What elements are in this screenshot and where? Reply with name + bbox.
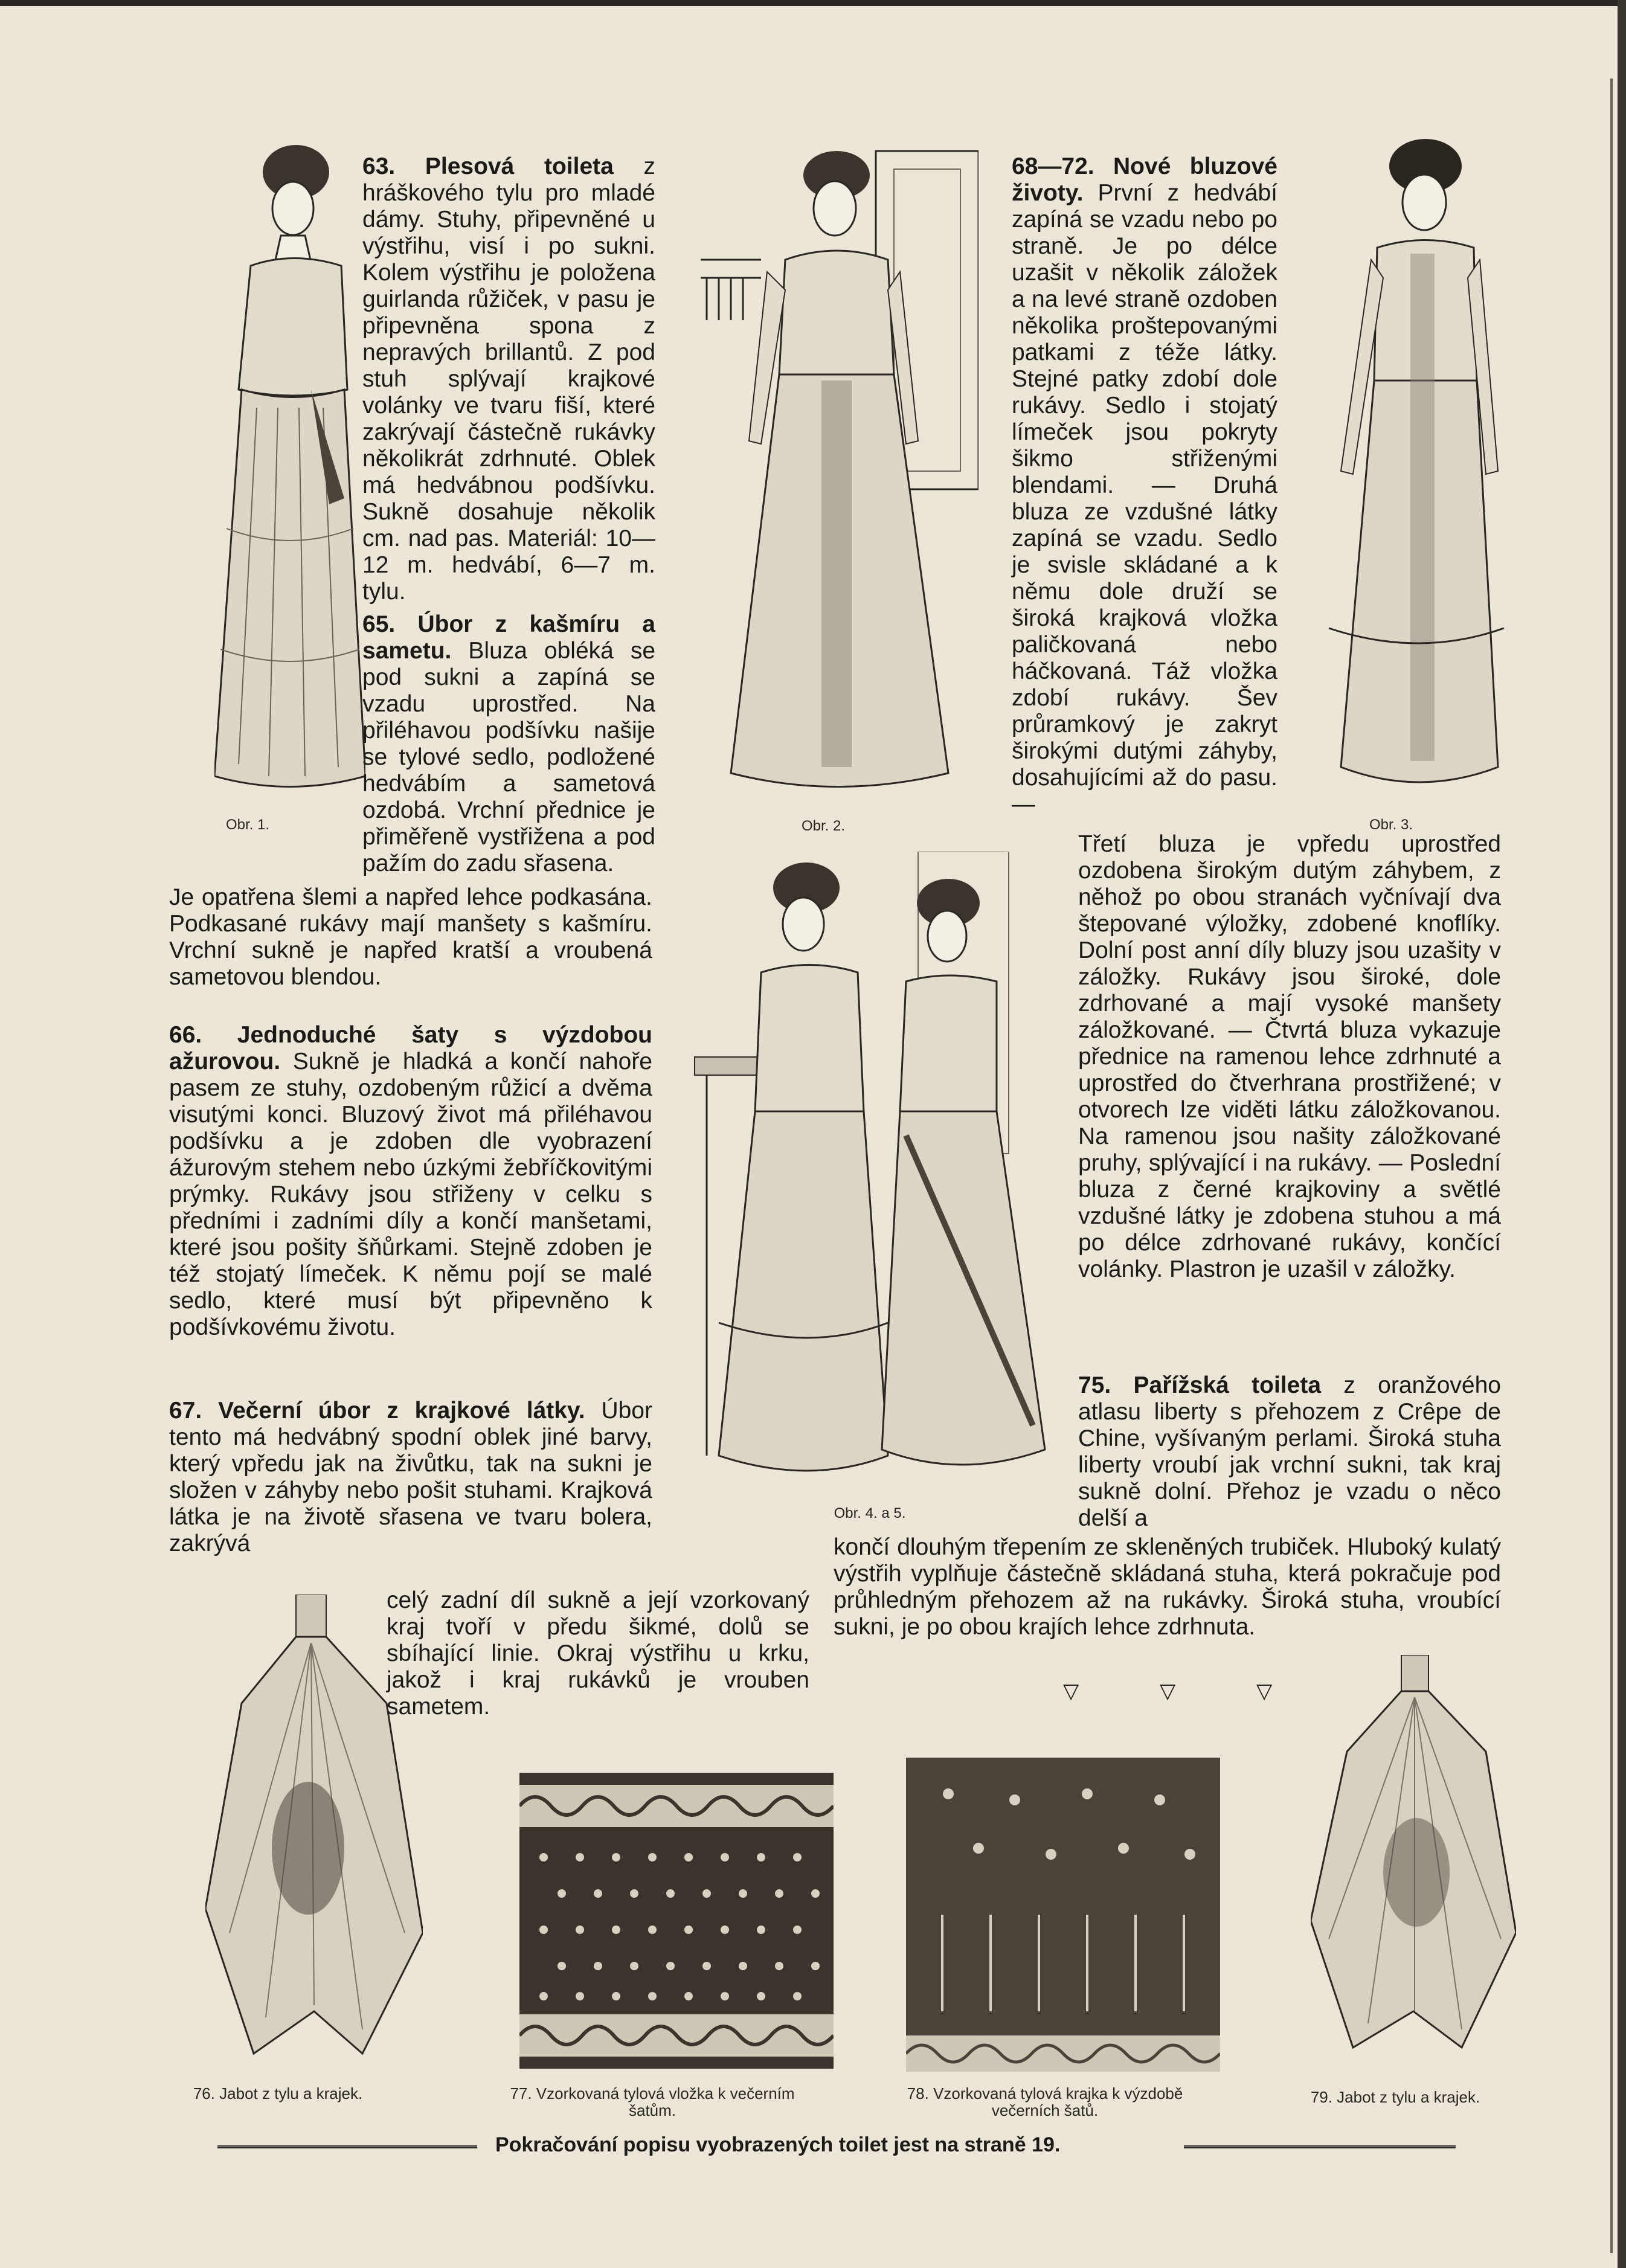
article-65-body-lower: Je opatřena šlemi a napřed lehce podkasána. Podkasané rukávy mají manšety s kašmíru. Vrchní sukně je napřed kratší a vroubená sametovou blendou. — [169, 884, 652, 990]
article-67-heading: 67. Večerní úbor z krajkové látky. — [169, 1398, 585, 1424]
article-66 — [169, 1022, 652, 1341]
article-75-body-upper: z oranžového atlasu liberty s přehozem z Crêpe de Chine, vyšívaným perlami. Široká stuha liberty vroubí jak vrchní sukni, tak kraj sukně dolní. Přehoz je vzadu o něco delší a — [1078, 1372, 1501, 1531]
figure-obr-4-5-two-gowns — [683, 852, 1057, 1486]
figure-obr-1-ball-gown — [214, 136, 365, 794]
article-75-lower — [834, 1534, 1501, 1640]
article-68-72-body: První z hedvábí zapíná se vzadu nebo po straně. Je po délce uzašit v několik záložek a na levé straně ozdoben několika proštepovanými patkami z téže látky. Stejné patky zdobí dole rukávy. Sedlo i stojatý límeček jsou pokryty šikmo střiženými blendami. — Druhá bluza ze vzdušné látky zapíná se vzadu. Sedlo je svisle skládané a k němu dole druží se široká krajková vložka paličkovaná nebo háčkovaná. Táž vložka zdobí rukávy. Šev průramkový je zakryt širokými dutými záhyby, dosahujícími až do pasu. — — [1012, 180, 1277, 817]
figure-78-tulle-lace — [906, 1758, 1220, 2072]
footer-rule-right — [1184, 2145, 1456, 2148]
article-65-upper — [362, 611, 655, 877]
article-75-heading: 75. Pařížská toileta — [1078, 1372, 1322, 1398]
page-edge-right — [1618, 0, 1626, 2268]
article-75-body-lower: končí dlouhým třepením ze skleněných trubiček. Hluboký kulatý výstřih vyplňuje částečně skládaná stuha, která pokračuje pod průhledným přehozem až na rukávky. Široká stuha, vroubící sukni, je po obou krajích lehce zdrhnuta. — [834, 1534, 1501, 1640]
article-63-heading: 63. Plesová toileta — [362, 153, 614, 179]
article-66-heading: 66. Jednoduché šaty s výzdobou ažurovou. — [169, 1022, 652, 1075]
footer-text: Pokračování popisu vyobrazených toilet jest na straně 19. — [495, 2133, 1061, 2156]
article-63-body: z hráškového tylu pro mladé dámy. Stuhy, připevněné u výstřihu, visí i po sukni. Kolem výstřihu je položena guirlanda růžiček, v pasu je připevněna spona z nepravých brillantů. Z pod stuh splývají krajkové volánky ve tvaru fiší, které zakrývají částečně rukávky několikrát zdrhnuté. Oblek má hedvábnou podšívku. Sukně dosahuje několik cm. nad pas. Materiál: 10—12 m. hedvábí, 6—7 m. tylu. — [362, 153, 655, 605]
article-65-lower — [169, 884, 652, 991]
figure-77-tulle-insert — [519, 1773, 834, 2069]
article-75-upper — [1078, 1372, 1501, 1532]
article-67-upper — [169, 1398, 652, 1557]
article-68-72-heading: 68—72. Nové bluzové životy. — [1012, 153, 1277, 206]
figure-79-jabot — [1311, 1655, 1516, 2054]
caption-fig-78: 78. Vzorkovaná tylová krajka k výzdobě večerních šatů. — [907, 2084, 1183, 2119]
footer-continuation-note — [217, 2133, 1576, 2157]
article-66-body: Sukně je hladká a končí nahoře pasem ze stuhy, ozdobeným růžicí a dvěma visutými konci. Bluzový život má přiléhavou podšívku a je zdoben dle vyobrazení ážurovým stehem nebo úzkými žebříčkovitými prýmky. Rukávy jsou střiženy v celku s předními i zadními díly a končí manšetami, které jsou pošity šňůrkami. Stejně zdoben je též stojatý límeček. K němu pojí se malé sedlo, které musí být připevněno k podšívkovému životu. — [169, 1049, 652, 1340]
article-67-body-lower: celý zadní díl sukně a její vzorkovaný kraj tvoří v předu šikmé, dolů se sbíhající linie. Okraj výstřihu u krku, jakož i kraj rukávků je vrouben sametem. — [387, 1587, 809, 1720]
caption-obr-3: Obr. 3. — [1369, 817, 1413, 833]
caption-obr-4-5: Obr. 4. a 5. — [834, 1505, 906, 1521]
article-65-body-upper: Bluza obléká se pod sukni a zapíná se vzadu uprostřed. Na přiléhavou podšívku našije se tylové sedlo, podložené hedvábím a sametová ozdobá. Vrchní přednice je přiměřeně vystřižena a pod pažím do zadu sřasena. — [362, 638, 656, 876]
figure-obr-2-gown — [695, 139, 978, 803]
article-67-body-upper: Úbor tento má hedvábný spodní oblek jiné barvy, který vpředu jak na živůtku, tak na sukni je složen v záhyby nebo pošit stuhami. Krajková látka je na životě sřasena ve tvaru bolera, zakrývá — [169, 1398, 652, 1556]
ornament-triangle-3: ▽ — [1256, 1680, 1273, 1703]
article-67-lower — [387, 1587, 809, 1720]
ornament-triangle-2: ▽ — [1160, 1680, 1176, 1703]
article-68-72 — [1012, 153, 1277, 818]
caption-fig-76: 76. Jabot z tylu a krajek. — [193, 2084, 363, 2103]
article-68-72-continued — [1078, 831, 1501, 1283]
article-65-heading: 65. Úbor z kašmíru a sametu. — [362, 611, 655, 664]
page-edge-top — [0, 0, 1626, 6]
caption-fig-79: 79. Jabot z tylu a krajek. — [1310, 2088, 1480, 2106]
caption-obr-2: Obr. 2. — [801, 818, 846, 834]
caption-fig-77: 77. Vzorkovaná tylová vložka k večerním šatům. — [510, 2084, 795, 2119]
column-rule — [1610, 79, 1613, 2253]
footer-rule-left — [217, 2145, 477, 2148]
figure-obr-3-gown — [1317, 133, 1510, 803]
caption-obr-1: Obr. 1. — [225, 817, 270, 833]
ornament-triangle-1: ▽ — [1063, 1680, 1079, 1703]
article-68-72-body-mid: Třetí bluza je vpředu uprostřed ozdobena širokým dutým záhybem, z něhož po obou stranách vyčnívají dva štepované výložky, zdobené knoflíky. Dolní post anní díly bluzy jsou uzašity v záložky. Rukávy jsou široké, dole zdrhované a mají vysoké manšety záložkované. — Čtvrtá bluza vykazuje přednice na ramenou lehce zdrhnuté a uprostřed do čtverhrana prostřižené; v otvorech lze viděti látku záložkovanou. Na ramenou jsou našity záložkované pruhy, splývající i na rukávy. — Poslední bluza z černé krajkoviny a světlé vzdušné látky je zdobena stuhou a má po délce zdrhované rukávy, končící volánky. Plastron je uzašil v záložky. — [1078, 831, 1501, 1282]
article-63 — [362, 153, 655, 605]
